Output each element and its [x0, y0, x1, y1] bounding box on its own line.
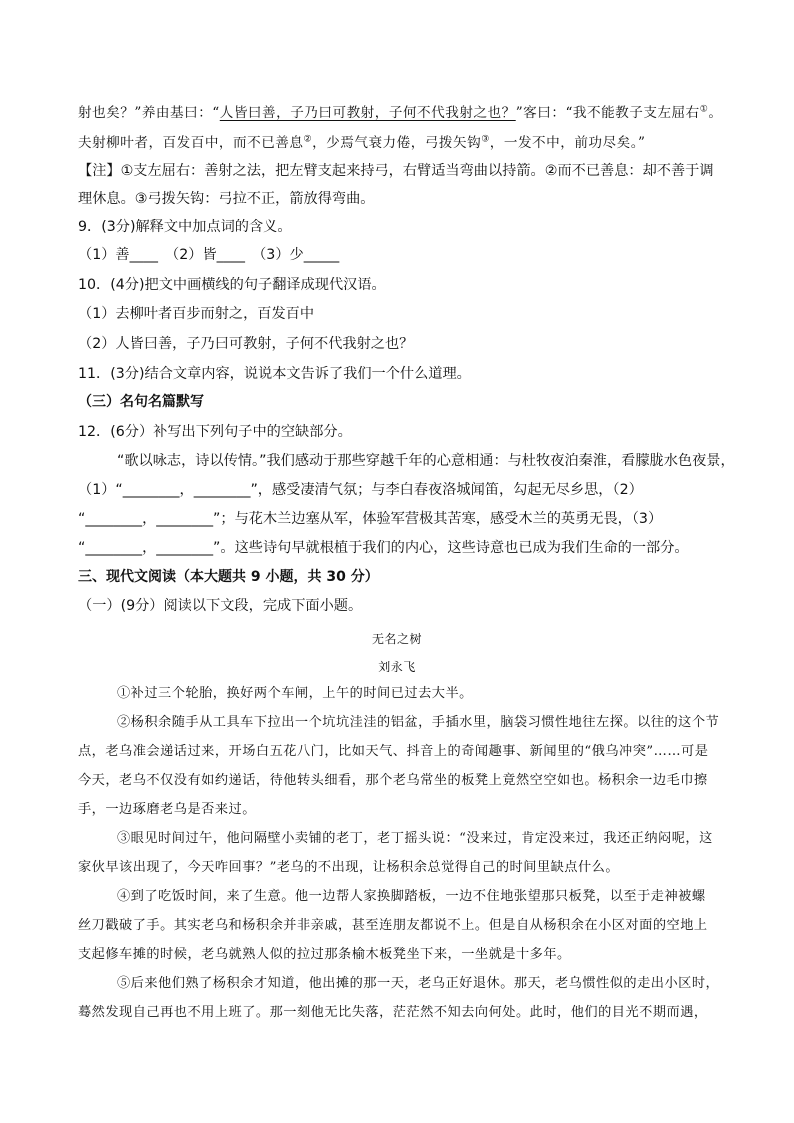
question-12-para-1: “歌以咏志，诗以传情。”我们感动于那些穿越千年的心意相通：与杜牧夜泊秦淮，看朦胧水色夜景，: [117, 453, 735, 469]
footnote-mark: ③: [481, 134, 490, 145]
article-para-4-line-2: 丝刀戳破了手。其实老乌和杨积余并非亲戚，甚至连朋友都说不上。但是自从杨积余在小区对面的空地上: [78, 918, 708, 933]
classical-text: 。: [708, 105, 723, 121]
article-para-2-line-2: 点，老乌准会递话过来，开场白五花八门，比如天气、抖音上的奇闻趣事、新闻里的“俄乌冲突”……可是: [78, 744, 709, 759]
question-9-stem: 9．(3分)解释文中加点词的含义。: [78, 219, 292, 235]
question-9-options: （1）善____ （2）皆____ （3）少_____: [78, 247, 340, 263]
note-line-1: 【注】①支左屈右：善射之法，把左臂支起来持弓，右臂适当弯曲以持箭。②而不已善息：却不善于调: [78, 163, 714, 179]
section-heading: （三）名句名篇默写: [78, 394, 204, 410]
article-title: 无名之树: [371, 632, 422, 646]
article-author: 刘永飞: [378, 660, 416, 674]
classical-text: ，一发不中，前功尽矣。”: [489, 135, 646, 151]
article-para-3-line-2: 家伙早该出现了，今天咋回事？”老乌的不出现，让杨积余总觉得自己的时间里缺点什么。: [78, 860, 620, 875]
question-12-para-3: “________，________”；与花木兰边塞从军，体验军营极其苦寒，感受木兰的英勇无畏，（3）: [78, 511, 663, 527]
article-para-2-line-3: 今天，老乌不仅没有如约递话，待他转头细看，那个老乌常坐的板凳上竟然空空如也。杨积余一边毛巾擦: [78, 773, 708, 788]
note-line-2: 理休息。③弓拨矢钩：弓拉不正，箭放得弯曲。: [78, 191, 375, 207]
classical-text: ”客曰：“我不能教子支左屈右: [515, 105, 700, 121]
footnote-mark: ①: [699, 104, 709, 115]
article-para-3-line-1: ③眼见时间过午，他问隔壁小卖铺的老丁，老丁摇头说：“没来过，肯定没来过，我还正纳闷呢，这: [117, 831, 713, 846]
classical-line-1: [78, 104, 722, 122]
question-12-stem: 12．(6分）补写出下列句子中的空缺部分。: [78, 424, 352, 440]
question-10-sentence-1: （1）去柳叶者百步而射之，百发百中: [78, 306, 315, 322]
article-para-4-line-3: 支起修车摊的时候，老乌就熟人似的拉过那条榆木板凳坐下来，一坐就是十多年。: [78, 947, 571, 962]
classical-line-2: [78, 134, 645, 152]
article-para-2-line-1: ②杨积余随手从工具车下拉出一个坑坑洼洼的铝盆，手插水里，脑袋习惯性地往左探。以往的这个节: [117, 715, 720, 730]
classical-text: 夫射柳叶者，百发百中，而不已善息: [78, 135, 304, 151]
article-para-5-line-2: 蓦然发现自己再也不用上班了。那一刻他无比失落，茫茫然不知去向何处。此时，他们的目光不期而遇，: [78, 1005, 708, 1020]
part-heading: 三、现代文阅读（本大题共 9 小题，共 30 分）: [78, 569, 379, 585]
question-10-sentence-2: （2）人皆曰善，子乃曰可教射，子何不代我射之也？: [78, 336, 414, 352]
article-para-5-line-1: ⑤后来他们熟了杨积余才知道，他出摊的那一天，老乌正好退休。那天，老乌惯性似的走出小区时，: [117, 976, 720, 991]
question-12-para-4: “________，________”。这些诗句早就根植于我们的内心，这些诗意也已成为我们生命的一部分。: [78, 540, 689, 556]
article-para-2-line-4: 手，一边琢磨老乌是否来过。: [78, 802, 256, 817]
part-subheading: （一）(9分）阅读以下文段，完成下面小题。: [78, 598, 363, 614]
classical-text: ，少焉气衰力倦，弓拨矢钩: [312, 135, 482, 151]
article-para-4-line-1: ④到了吃饭时间，来了生意。他一边帮人家换脚踏板，一边不住地张望那只板凳，以至于走神被螺: [117, 889, 706, 904]
question-10-stem: 10．(4分)把文中画横线的句子翻译成现代汉语。: [78, 277, 386, 293]
classical-text: 射也矣？”养由基曰：“: [78, 105, 220, 121]
question-12-para-2: （1）“________，________”，感受凄清气氛；与李白春夜洛城闻笛，勾起无尽乡思，（2）: [78, 482, 643, 498]
question-11-stem: 11．(3分)结合文章内容，说说本文告诉了我们一个什么道理。: [78, 366, 471, 382]
article-para-1: ①补过三个轮胎，换好两个车闸，上午的时间已过去大半。: [117, 686, 473, 701]
footnote-mark: ②: [303, 134, 313, 145]
underlined-sentence: 人皆曰善，子乃曰可教射，子何不代我射之也？: [219, 105, 516, 121]
